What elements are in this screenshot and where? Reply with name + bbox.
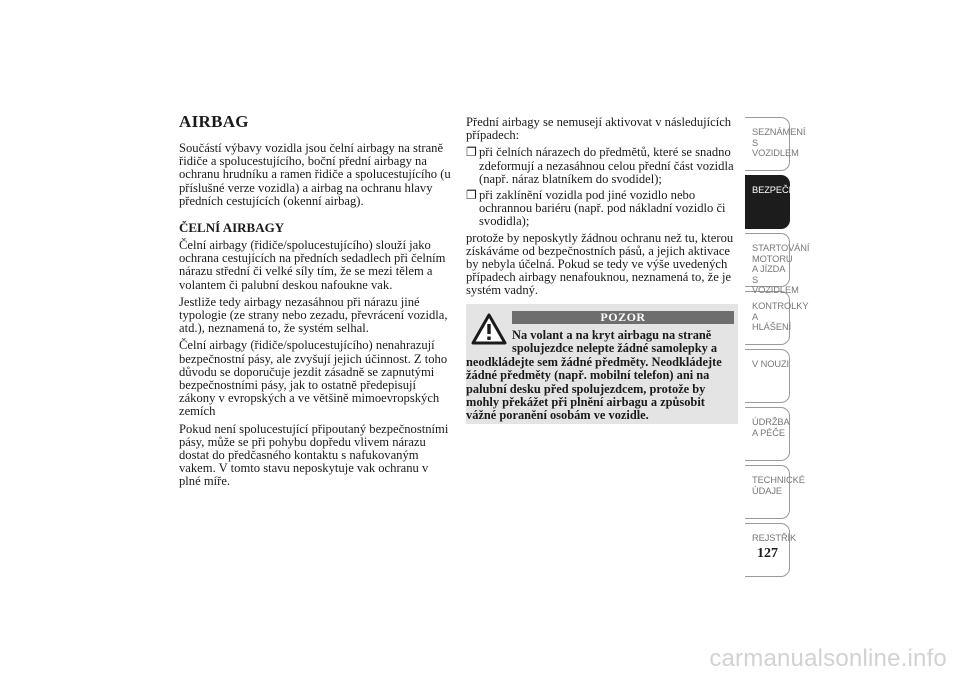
tab-kontrolky-a-hlaseni[interactable] xyxy=(745,291,809,345)
warning-text-block xyxy=(466,329,734,423)
body-paragraph: Jestliže tedy airbagy nezasáhnou při nárazu jiné typologie (ze strany nebo zezadu, převrácení vozidla, atd.), neznamená to, že systém selhal. xyxy=(179,294,448,336)
tab-label: SEZNÁMENÍ S VOZIDLEM xyxy=(752,127,806,158)
tab-technicke-udaje[interactable] xyxy=(745,465,805,519)
body-paragraph: Čelní airbagy (řidiče/spolucestujícího) slouží jako ochrana cestujících na předních sedadlech při čelním nárazu střední či velké síly tím, že se mezi tělem a volantem či palubní deskou nafoukne vak. xyxy=(179,238,446,292)
body-paragraph: Pokud není spolucestující připoutaný bezpečnostními pásy, může se při pohybu dopředu vlivem nárazu dostat do předčasného kontaktu s nafukovaným vakem. V tomto stavu neposkytuje vak ochranu v plné míře. xyxy=(179,421,449,489)
checkbox-bullet-icon: ❐ xyxy=(466,188,477,203)
watermark: carmanualsonline.info xyxy=(709,645,947,672)
chapter-tabs xyxy=(745,117,815,581)
tab-startovani-motoru[interactable] xyxy=(745,233,810,295)
tab-udrzba-a-pece[interactable] xyxy=(745,407,790,461)
tab-label: BEZPEČNOST xyxy=(752,185,815,195)
list-item xyxy=(466,189,738,229)
tab-label: KONTROLKY A HLÁŠENÍ xyxy=(752,301,809,332)
checkbox-bullet-icon: ❐ xyxy=(466,145,477,160)
body-paragraph: protože by neposkytly žádnou ochranu než tu, kterou získáváme od bezpečnostních pásů, a jejich aktivace by nebyla účelná. Pokud se tedy ve výše uvedených případech airbagy nenafouknou, neznamená to, že je systém vadný. xyxy=(466,230,734,298)
list-item xyxy=(466,146,738,186)
tab-label: STARTOVÁNÍ MOTORU A JÍZDA S VOZIDLEM xyxy=(752,243,810,295)
body-paragraph: Čelní airbagy (řidiče/spolucestujícího) nenahrazují bezpečnostní pásy, ale zvyšují jejich účinnost. Z toho důvodu se doporučuje jezdit zásadně se zapnutými bezpečnostními pásy, jak to ostatně předepisují zákony v evropských a ve většině mimoevropských zemích xyxy=(179,338,448,419)
right-column xyxy=(466,116,738,302)
list-item-text: při čelních nárazech do předmětů, které se snadno zdeformují a nezasáhnou celou přední část vozidla (např. náraz blatníkem do svodidel); xyxy=(479,145,734,186)
warning-title: POZOR xyxy=(512,311,734,324)
tab-v-nouzi[interactable] xyxy=(745,349,790,403)
subsection-heading: ČELNÍ AIRBAGY xyxy=(179,220,285,236)
intro-paragraph: Součástí výbavy vozidla jsou čelní airbagy na straně řidiče a spolucestujícího, boční přední airbagy na ochranu hrudníku a ramen řidiče a spolucestujícího (u příslušné verze vozidla) a airbag na ochranu hlavy předních cestujících (okenní airbag). xyxy=(179,141,451,208)
intro-paragraph: Přední airbagy se nemusejí aktivovat v následujících případech: xyxy=(466,115,732,143)
page-number: 127 xyxy=(757,546,778,561)
tab-label: ÚDRŽBA A PÉČE xyxy=(752,417,790,438)
list-item-text: při zaklínění vozidla pod jiné vozidlo nebo ochrannou bariéru (např. pod nákladní vozidlo či svodidla); xyxy=(479,188,726,229)
tab-bezpecnost[interactable] xyxy=(745,175,815,229)
tab-label: REJSTŘÍK xyxy=(752,533,797,543)
left-column xyxy=(179,112,451,493)
tab-label: V NOUZI xyxy=(752,359,790,369)
bullet-list xyxy=(466,146,738,228)
warning-text: Na volant a na kryt airbagu na straně spolujezdce nelepte žádné samolepky a neodkládejte sem žádné předměty. Neodkládejte žádné předměty (např. mobilní telefon) ani na palubní desku před spolujezdcem, protože by mohly překážet při plnění airbagu a způsobit vážné poranění osobám ve vozidle. xyxy=(466,328,722,423)
section-heading: AIRBAG xyxy=(179,112,249,131)
warning-box xyxy=(466,304,738,424)
tab-seznameni-s-vozidlem[interactable] xyxy=(745,117,806,171)
tab-label: TECHNICKÉ ÚDAJE xyxy=(752,475,805,496)
